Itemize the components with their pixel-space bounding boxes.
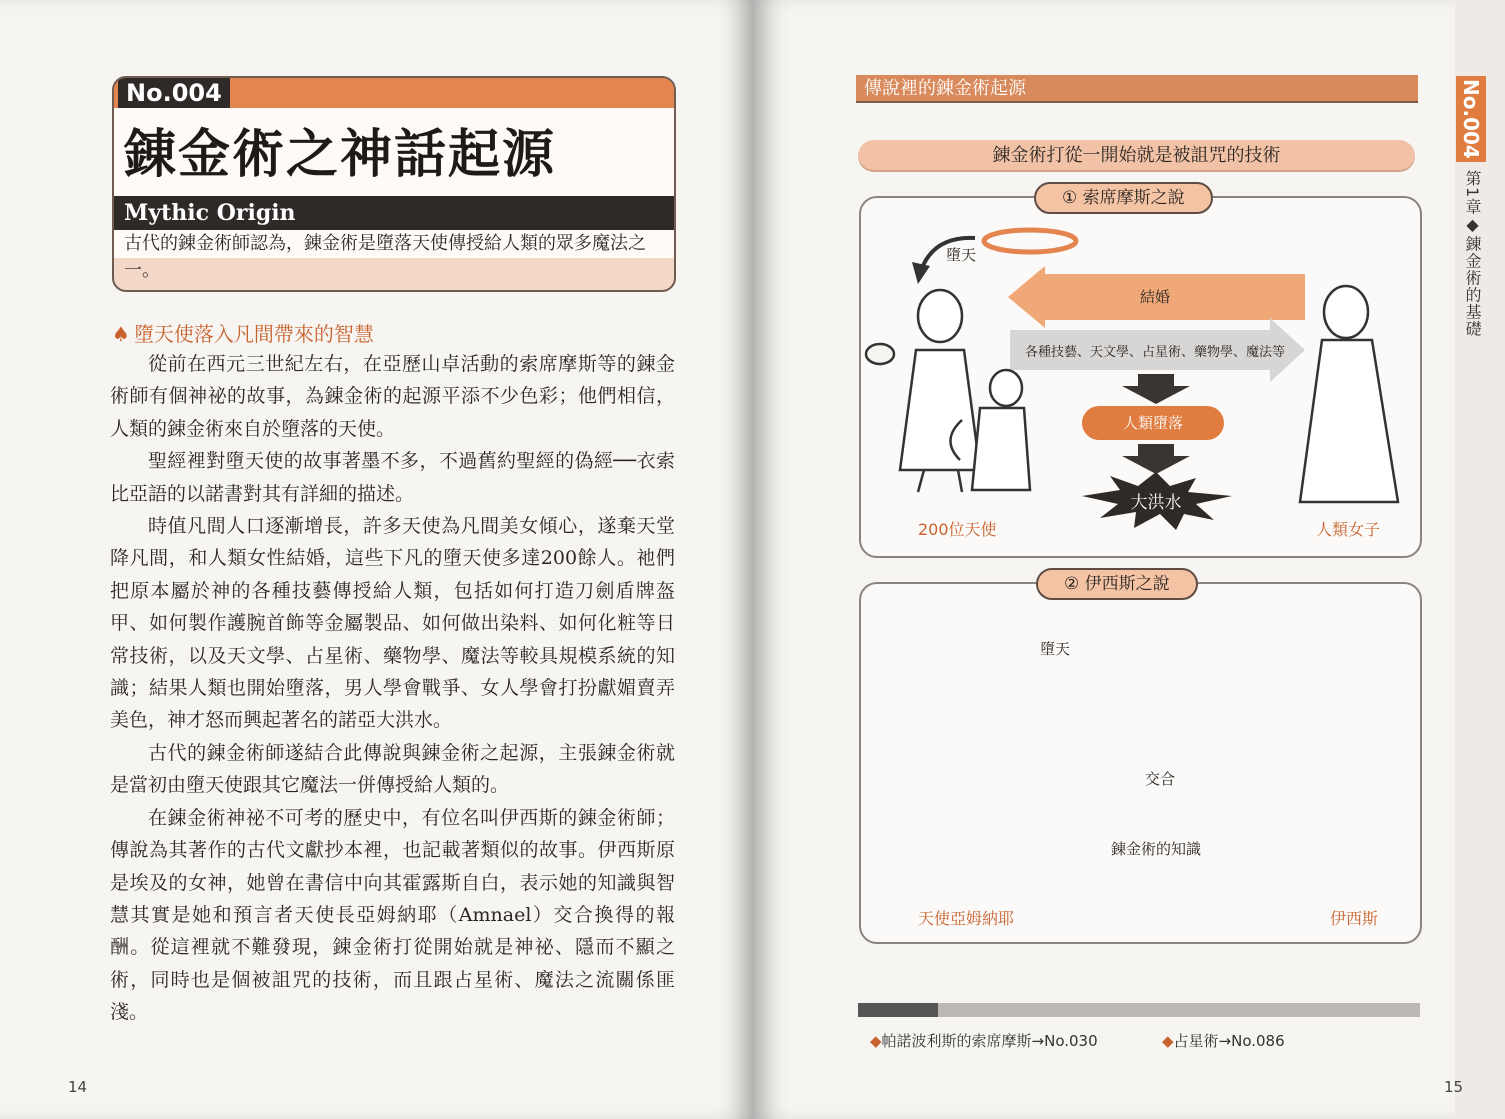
panel-isis (859, 582, 1422, 944)
angel-amnael-label: 天使亞姆納耶 (918, 909, 1015, 928)
panel1-title: ① 索席摩斯之說 (1034, 182, 1213, 214)
marriage-label: 結婚 (1139, 288, 1170, 306)
related-item-text: 占星術→No.086 (1173, 1032, 1285, 1050)
paragraph: 在錬金術神祕不可考的歷史中，有位名叫伊西斯的錬金術師；傳說為其著作的古代文獻抄本裡，也記載著類似的故事。伊西斯原是埃及的女神，她曾在書信中向其霍露斯自白，表示她的知識與智慧其實是她和預言者天使長亞姆納耶（Amnael）交合換得的報酬。從這裡就不難發現，錬金術打從開始就是神祕、隱而不顯之術，同時也是個被詛咒的技術，而且跟占星術、魔法之流關係匪淺。 (110, 806, 675, 1024)
paragraph: 古代的錬金術師遂結合此傳說與錬金術之起源，主張錬金術就是當初由墮天使跟其它魔法一併傳授給人類的。 (110, 741, 675, 797)
diagram-header: 傳說裡的錬金術起源 (856, 75, 1418, 103)
knowledge-label: 錬金術的知識 (1110, 840, 1201, 858)
fall-label: 墮天 (1040, 640, 1071, 658)
page-number-right: 15 (1444, 1078, 1464, 1096)
down-arrow-icon (1122, 444, 1190, 474)
union-label: 交合 (1144, 770, 1175, 788)
diamond-icon: ◆ (870, 1032, 882, 1050)
fall-label: 墮天 (946, 246, 977, 264)
diamond-icon: ◆ (1162, 1032, 1174, 1050)
page-number-left: 14 (68, 1078, 88, 1096)
page-title: 錬金術之神話起源 (124, 125, 557, 185)
flood-label: 大洪水 (1130, 493, 1182, 513)
side-entry-tab: No.004 (1456, 76, 1486, 162)
down-arrow-icon (1122, 374, 1190, 404)
related-item (870, 1030, 1098, 1051)
isis-label: 伊西斯 (1330, 909, 1379, 928)
related-label-block (858, 1003, 938, 1017)
paragraph: 聖經裡對墮天使的故事著墨不多，不過舊約聖經的偽經──衣索比亞語的以諾書對其有詳細的描述。 (110, 450, 675, 505)
paragraph: 時值凡間人口逐漸增長，許多天使為凡間美女傾心，遂棄天堂降凡間，和人類女性結婚，這些下凡的墮天使多達200餘人。祂們把原本屬於神的各種技藝傳授給人類，包括如何打造刀劍盾牌盔甲、如何製作護腕首飾等金屬製品、如何做出染料、如何化粧等日常技術，以及天文學、占星術、藥物學、魔法等較具規模系統的知識；結果人類也開始墮落，男人學會戰爭、女人學會打扮獻媚賣弄美色，神才怒而興起著名的諾亞大洪水。 (110, 515, 675, 732)
panel2-title: ② 伊西斯之說 (1036, 568, 1198, 600)
skills-label: 各種技藝、天文學、占星術、藥物學、魔法等 (1024, 345, 1285, 360)
angel-figure (866, 290, 980, 492)
related-item-text: 帕諾波利斯的索席摩斯→No.030 (881, 1032, 1098, 1050)
related-item (1162, 1030, 1285, 1051)
english-title: Mythic Origin (114, 196, 674, 230)
halo-icon (984, 230, 1076, 252)
side-chapter-label: 第1章◆錬金術的基礎 (1463, 170, 1482, 338)
woman-figure (1300, 286, 1398, 502)
summary-text: 古代的錬金術師認為，錬金術是墮落天使傳授給人類的眾多魔法之一。 (124, 233, 646, 281)
degeneration-label: 人類墮落 (1122, 414, 1183, 432)
entry-number-badge: No.004 (118, 78, 230, 108)
diagram-caption: 錬金術打從一開始就是被詛咒的技術 (858, 140, 1415, 172)
section-heading-text: 墮天使落入凡間帶來的智慧 (133, 322, 374, 346)
paragraph: 從前在西元三世紀左右，在亞歷山卓活動的索席摩斯等的錬金術師有個神祕的故事，為錬金術的起源平添不少色彩；他們相信，人類的錬金術來自於墮落的天使。 (110, 353, 675, 440)
related-items-bar (858, 1003, 1420, 1017)
angels-label: 200位天使 (918, 520, 997, 539)
spade-icon: ♠ (112, 322, 130, 346)
woman-label: 人類女子 (1316, 520, 1381, 539)
